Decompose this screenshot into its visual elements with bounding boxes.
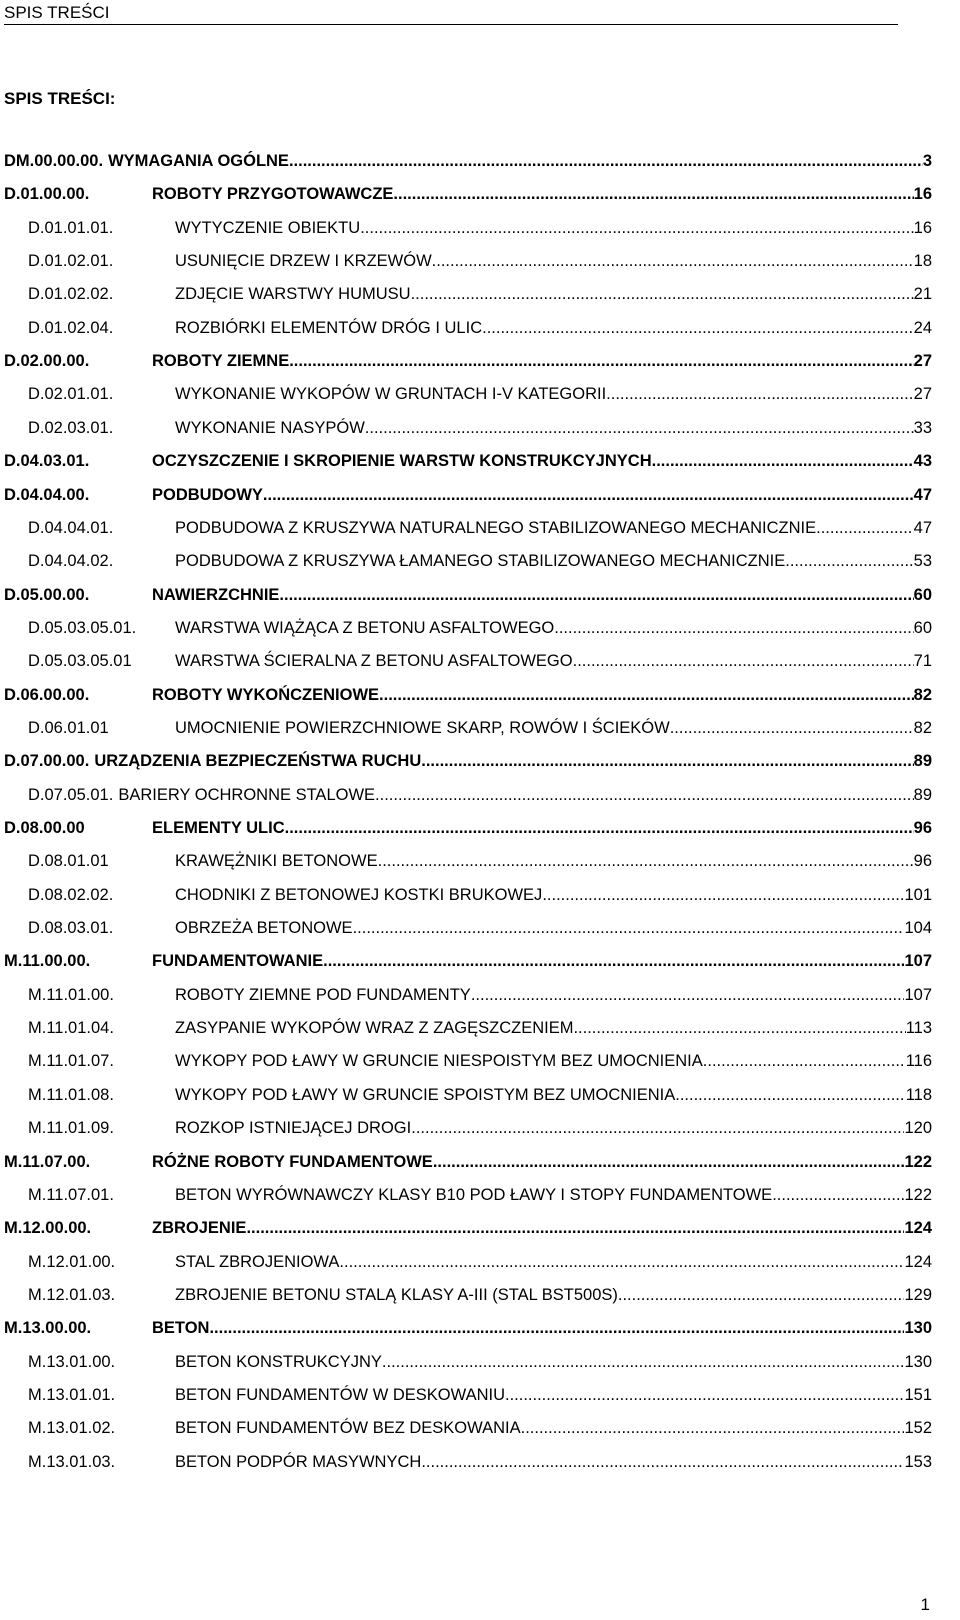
toc-entry-page: 122 [904,1152,932,1171]
toc-entry-title: BETON PODPÓR MASYWNYCH [175,1452,422,1471]
toc-entry-code: D.08.01.01 [28,852,109,871]
toc-entry[interactable] [0,849,960,873]
toc-entry-page: 16 [913,185,932,204]
toc-entry-code: M.12.01.03. [28,1285,116,1304]
toc-entry-title: ROZKOP ISTNIEJĄCEJ DROGI [175,1119,412,1138]
toc-entry-page: 124 [904,1219,932,1238]
toc-entry-code: M.11.00.00. [4,952,91,971]
toc-entry-title: ROBOTY PRZYGOTOWAWCZE [152,185,394,204]
toc-entry-page: 122 [904,1185,932,1204]
toc-entry[interactable] [0,1316,960,1340]
toc-entry-code: M.11.07.00. [4,1152,91,1171]
toc-entry-title: UMOCNIENIE POWIERZCHNIOWE SKARP, ROWÓW I ŚCIEKÓW [175,718,670,737]
toc-entry-page: 27 [913,352,932,371]
toc-entry-page: 16 [913,218,932,237]
toc-entry-title: FUNDAMENTOWANIE [152,952,324,971]
toc-entry-title: ROZBIÓRKI ELEMENTÓW DRÓG I ULIC [175,318,483,337]
toc-entry-title: WYMAGANIA OGÓLNE [108,152,289,170]
toc-entry-title: ZBROJENIE BETONU STALĄ KLASY A-III (STAL BST500S) [175,1285,618,1304]
toc-entry-code: D.01.02.02. [28,285,114,304]
toc-entry-code: D.01.02.01. [28,252,114,271]
toc-entry[interactable] [0,382,960,406]
toc-entry[interactable] [0,816,960,840]
toc-entry-title: OBRZEŻA BETONOWE [175,919,353,938]
toc-entry[interactable] [0,583,960,607]
toc-entry-page: 47 [913,518,932,537]
toc-entry-code: D.06.01.01 [28,718,109,737]
page-number: 1 [920,1595,930,1614]
toc-entry-title: CHODNIKI Z BETONOWEJ KOSTKI BRUKOWEJ [175,885,543,904]
toc-entry-page: 3 [922,152,932,170]
toc-leader-dots [289,149,923,173]
toc-leader-dots [703,1049,906,1073]
toc-leader-dots [285,816,914,840]
toc-entry[interactable] [0,1150,960,1174]
toc-entry-code: D.07.00.00. [4,752,90,771]
toc-entry-title: NAWIERZCHNIE [152,585,280,604]
toc-entry[interactable] [0,282,960,306]
toc-entry-title: OCZYSZCZENIE I SKROPIENIE WARSTW KONSTRUKCYJNYCH [152,452,652,471]
toc-entry-page: 124 [904,1252,932,1271]
toc-entry[interactable] [0,249,960,273]
toc-entry-code: M.13.00.00. [4,1319,92,1338]
toc-leader-dots [279,583,913,607]
toc-entry-page: 120 [904,1119,932,1138]
toc-leader-dots [378,849,914,873]
toc-entry-page: 107 [904,952,932,971]
toc-entry[interactable] [0,649,960,673]
toc-entry[interactable] [0,316,960,340]
toc-entry-title: BETON FUNDAMENTÓW W DESKOWANIU [175,1385,505,1404]
toc-entry[interactable] [0,783,960,807]
toc-entry-title: ELEMENTY ULIC [152,819,285,837]
toc-entry-code: M.11.07.01. [28,1185,114,1204]
toc-entry-code: M.13.01.00. [28,1352,116,1371]
toc-entry-page: 152 [904,1419,932,1438]
toc-entry[interactable] [0,683,960,707]
toc-entry-page: 153 [904,1452,932,1471]
toc-entry-code: M.13.01.03. [28,1452,116,1471]
toc-entry-code: D.04.03.01. [4,452,90,471]
toc-entry-page: 60 [913,618,932,637]
toc-leader-dots [375,783,914,807]
toc-entry-code: D.06.00.00. [4,685,90,704]
toc-entry-page: 104 [904,919,932,938]
toc-leader-dots [505,1383,904,1407]
toc-leader-dots [573,649,914,673]
toc-entry[interactable] [0,716,960,740]
toc-heading: SPIS TREŚCI: [4,89,116,108]
toc-entry[interactable] [0,1283,960,1307]
toc-entry-code: D.01.02.04. [28,318,114,337]
toc-entry-page: 116 [905,1052,932,1071]
toc-entry-page: 27 [913,385,932,404]
toc-leader-dots [606,382,913,406]
toc-entry[interactable] [0,182,960,206]
toc-leader-dots [554,616,913,640]
toc-entry[interactable] [0,449,960,473]
toc-leader-dots [652,449,914,473]
toc-entry-code: M.11.01.07. [28,1052,114,1071]
toc-entry-title: ZDJĘCIE WARSTWY HUMUSU [175,285,411,304]
toc-entry[interactable] [0,749,960,773]
toc-leader-dots [323,949,904,973]
toc-leader-dots [379,683,914,707]
toc-entry-code: M.12.01.00. [28,1252,116,1271]
toc-entry-code: D.08.03.01. [28,919,114,938]
toc-entry-code: D.05.00.00. [4,585,90,604]
toc-entry[interactable] [0,916,960,940]
toc-entry-title: WYTYCZENIE OBIEKTU [175,218,361,237]
toc-leader-dots [421,1450,904,1474]
toc-entry-code: M.12.00.00. [4,1219,92,1238]
toc-entry-code: D.04.04.01. [28,518,114,537]
toc-entry-title: BARIERY OCHRONNE STALOWE [118,785,376,804]
toc-entry-page: 89 [913,785,932,804]
toc-entry-title: ROBOTY ZIEMNE [152,352,290,371]
toc-entry-title: WYKONANIE NASYPÓW [175,418,365,437]
toc-entry-code: D.04.04.02. [28,552,114,571]
toc-entry-page: 18 [913,252,932,271]
toc-entry[interactable] [0,983,960,1007]
toc-entry[interactable] [0,1416,960,1440]
toc-leader-dots [471,983,905,1007]
toc-leader-dots [482,316,914,340]
toc-leader-dots [246,1216,904,1240]
toc-entry-title: RÓŻNE ROBOTY FUNDAMENTOWE [152,1152,433,1171]
toc-entry-code: M.13.01.02. [28,1419,116,1438]
toc-leader-dots [360,216,913,240]
toc-leader-dots [289,349,913,373]
toc-entry-title: PODBUDOWA Z KRUSZYWA ŁAMANEGO STABILIZOWANEGO MECHANICZNIE [175,552,786,571]
toc-entry-code: D.08.02.02. [28,885,114,904]
toc-entry-code: M.11.01.00. [28,985,114,1004]
toc-leader-dots [432,249,914,273]
toc-entry-page: 60 [913,585,932,604]
toc-entry-page: 33 [913,418,932,437]
toc-entry[interactable] [0,1250,960,1274]
toc-leader-dots [433,1150,905,1174]
toc-leader-dots [521,1416,905,1440]
toc-entry-page: 130 [904,1352,932,1371]
toc-entry[interactable] [0,1016,960,1040]
toc-entry-title: PODBUDOWA Z KRUSZYWA NATURALNEGO STABILIZOWANEGO MECHANICZNIE [175,518,817,537]
toc-entry-title: WARSTWA WIĄŻĄCA Z BETONU ASFALTOWEGO [175,618,555,637]
toc-entry[interactable] [0,1116,960,1140]
toc-entry-code: M.11.01.08. [28,1085,114,1104]
toc-entry-title: WYKONANIE WYKOPÓW W GRUNTACH I-V KATEGORII [175,385,607,404]
toc-entry[interactable] [0,1049,960,1073]
toc-entry-page: 24 [913,318,932,337]
toc-entry[interactable] [0,1350,960,1374]
toc-entry-page: 71 [913,652,932,671]
toc-entry[interactable] [0,549,960,573]
toc-entry[interactable] [0,349,960,373]
toc-leader-dots [353,916,905,940]
toc-entry-code: D.02.01.01. [28,385,114,404]
toc-entry-code: M.11.01.04. [28,1019,114,1038]
toc-entry-page: 21 [913,285,932,304]
toc-entry[interactable] [0,1083,960,1107]
toc-leader-dots [618,1283,905,1307]
toc-entry-title: STAL ZBROJENIOWA [175,1252,340,1271]
toc-entry-title: ROBOTY WYKOŃCZENIOWE [152,685,380,704]
toc-entry-title: BETON FUNDAMENTÓW BEZ DESKOWANIA [175,1419,521,1438]
toc-entry[interactable] [0,1183,960,1207]
running-header-title: SPIS TREŚCI [4,3,110,22]
toc-leader-dots [393,182,913,206]
toc-leader-dots [573,1016,905,1040]
toc-entry[interactable] [0,1383,960,1407]
toc-entry-page: 151 [904,1385,932,1404]
toc-entry-title: USUNIĘCIE DRZEW I KRZEWÓW [175,252,432,271]
toc-entry-page: 82 [913,685,932,704]
toc-entry-title: BETON [152,1319,210,1338]
toc-entry-title: ZBROJENIE [152,1219,247,1238]
toc-leader-dots [785,549,913,573]
toc-entry-title: WYKOPY POD ŁAWY W GRUNCIE NIESPOISTYM BEZ UMOCNIENIA [175,1052,703,1071]
toc-entry-page: 118 [905,1085,932,1104]
toc-leader-dots [411,1116,904,1140]
toc-entry-page: 96 [913,852,932,871]
toc-entry-page: 129 [904,1285,932,1304]
toc-entry-title: URZĄDZENIA BEZPIECZEŃSTWA RUCHU [94,752,422,771]
toc-entry-code: DM.00.00.00. [4,152,104,170]
toc-entry-code: D.05.03.05.01 [28,652,132,671]
toc-entry-code: D.08.00.00 [4,819,85,837]
toc-entry[interactable] [0,1450,960,1474]
toc-entry-page: 107 [904,985,932,1004]
toc-leader-dots [670,716,914,740]
toc-entry-page: 89 [913,752,932,771]
toc-leader-dots [209,1316,904,1340]
toc-entry-title: PODBUDOWY [152,485,263,504]
toc-leader-dots [816,516,914,540]
toc-leader-dots [772,1183,904,1207]
toc-entry-page: 82 [913,718,932,737]
toc-entry-page: 47 [913,485,932,504]
toc-entry[interactable] [0,216,960,240]
toc-entry[interactable] [0,949,960,973]
toc-entry[interactable] [0,616,960,640]
toc-entry-page: 53 [913,552,932,571]
toc-entry-code: M.11.01.09. [28,1119,114,1138]
toc-entry-title: ZASYPANIE WYKOPÓW WRAZ Z ZAGĘSZCZENIEM [175,1019,574,1038]
toc-leader-dots [675,1083,905,1107]
toc-entry-title: BETON KONSTRUKCYJNY [175,1352,382,1371]
toc-entry-code: M.13.01.01. [28,1385,116,1404]
toc-leader-dots [542,883,904,907]
toc-entry-page: 113 [905,1019,932,1038]
toc-leader-dots [339,1250,904,1274]
toc-leader-dots [421,749,913,773]
toc-entry-page: 101 [904,885,932,904]
toc-leader-dots [365,416,914,440]
toc-entry-code: D.05.03.05.01. [28,618,137,637]
toc-entry-code: D.02.03.01. [28,418,114,437]
toc-entry-title: BETON WYRÓWNAWCZY KLASY B10 POD ŁAWY I STOPY FUNDAMENTOWE [175,1185,773,1204]
toc-entry[interactable] [0,1216,960,1240]
toc-entry-title: KRAWĘŻNIKI BETONOWE [175,852,378,871]
toc-leader-dots [411,282,914,306]
toc-entry-code: D.04.04.00. [4,485,90,504]
toc-leader-dots [382,1350,905,1374]
toc-leader-dots [263,483,914,507]
toc-entry-title: WYKOPY POD ŁAWY W GRUNCIE SPOISTYM BEZ UMOCNIENIA [175,1085,676,1104]
toc-entry[interactable] [0,483,960,507]
toc-entry[interactable] [0,883,960,907]
toc-entry-code: D.02.00.00. [4,352,90,371]
toc-entry[interactable] [0,416,960,440]
toc-entry-title: WARSTWA ŚCIERALNA Z BETONU ASFALTOWEGO [175,652,573,671]
toc-entry-page: 96 [913,819,932,837]
toc-entry[interactable] [0,516,960,540]
toc-entry-code: D.01.00.00. [4,185,90,204]
toc-entry-title: ROBOTY ZIEMNE POD FUNDAMENTY [175,985,471,1004]
toc-entry-page: 130 [904,1319,932,1338]
toc-entry[interactable] [0,149,960,173]
toc-entry-page: 43 [913,452,932,471]
toc-entry-code: D.01.01.01. [28,218,114,237]
toc-entry-code: D.07.05.01. [28,785,114,804]
